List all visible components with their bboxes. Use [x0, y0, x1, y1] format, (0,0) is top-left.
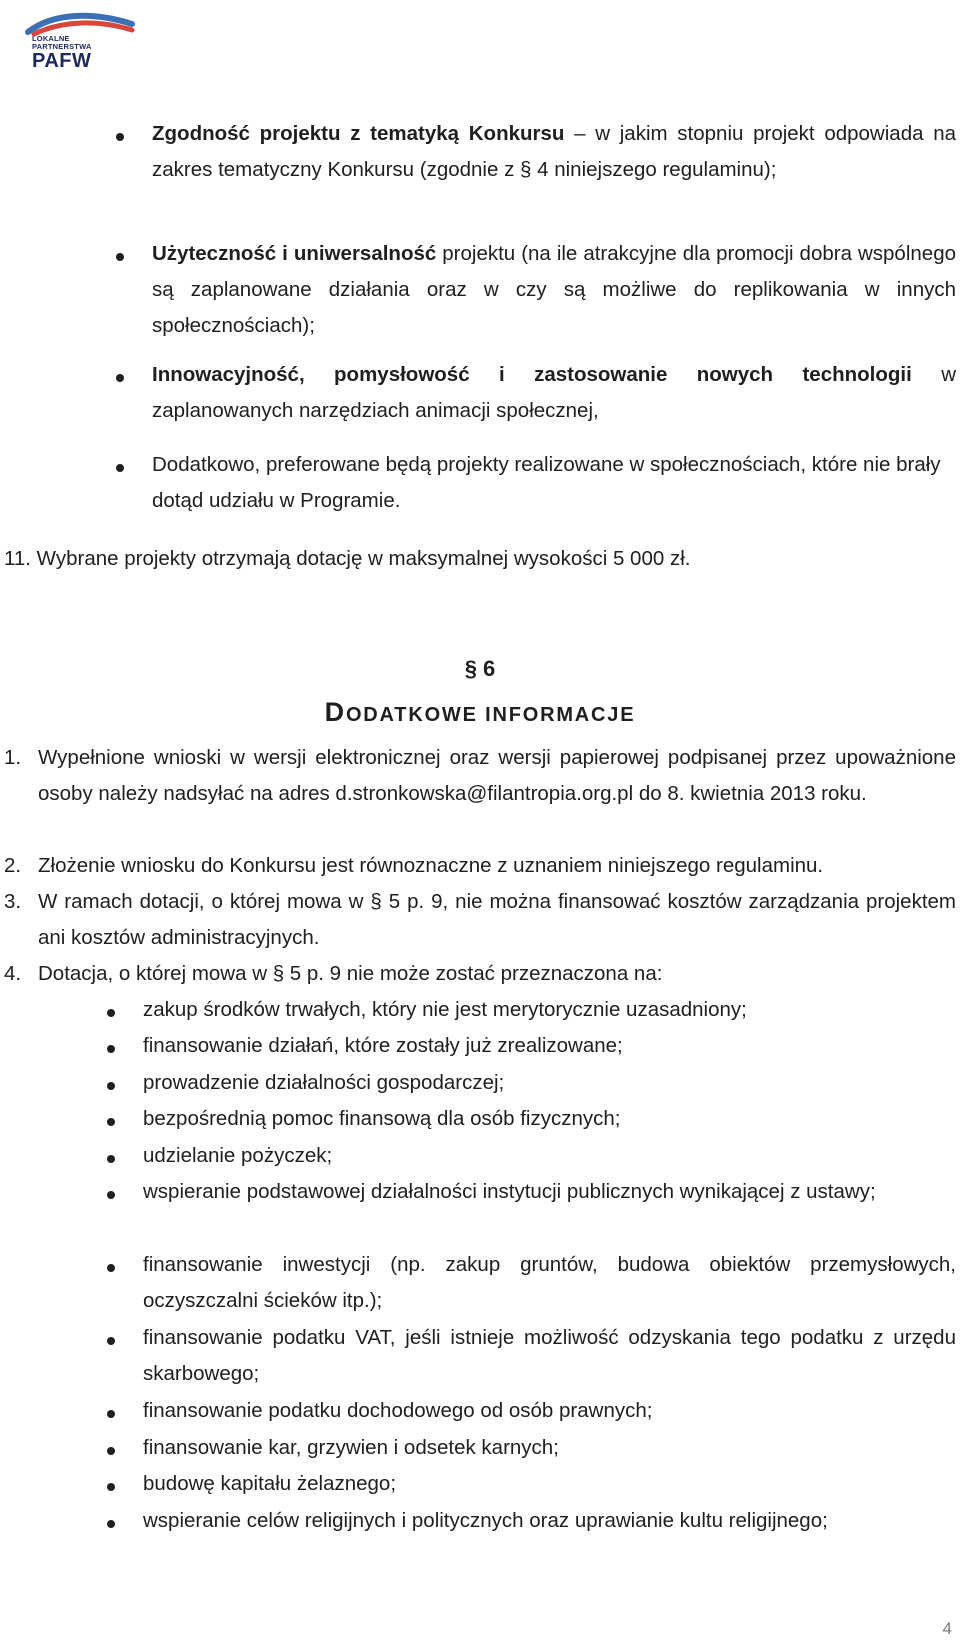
bullet-icon [107, 1520, 115, 1528]
numbered-item: W ramach dotacji, o której mowa w § 5 p. 9, nie można finansować kosztów zarządzania projektem ani kosztów administracyjnych. [38, 890, 956, 949]
criterion-bold: Innowacyjność, pomysłowość i zastosowanie nowych technologii [152, 363, 912, 386]
exclusion-item: prowadzenie działalności gospodarczej; [143, 1071, 505, 1094]
section-title-rest: ODATKOWE INFORMACJE [345, 704, 636, 726]
criterion-item [152, 447, 956, 519]
item-number: 2. [4, 854, 22, 877]
criterion-text: – w jakim stopniu projekt odpowiada na zakres tematyczny Konkursu (zgodnie z § 4 niniejszego regulaminu); [152, 122, 957, 181]
bullet-icon [116, 133, 124, 141]
bullet-icon [107, 1082, 115, 1090]
exclusion-item: zakup środków trwałych, który nie jest merytorycznie uzasadniony; [143, 998, 747, 1021]
section-title-initial: D [324, 697, 346, 727]
section-number: § 6 [464, 656, 496, 681]
exclusion-item: bezpośrednią pomoc finansową dla osób fizycznych; [143, 1107, 621, 1130]
criterion-item [152, 236, 956, 344]
point-11: 11. Wybrane projekty otrzymają dotację w maksymalnej wysokości 5 000 zł. [4, 547, 691, 570]
item-number: 3. [4, 890, 22, 913]
bullet-icon [116, 464, 124, 472]
exclusion-item: budowę kapitału żelaznego; [143, 1472, 397, 1495]
exclusion-item: finansowanie działań, które zostały już zrealizowane; [143, 1034, 623, 1057]
exclusion-item: wspieranie celów religijnych i politycznych oraz uprawianie kultu religijnego; [143, 1509, 828, 1532]
pafw-logo [24, 10, 136, 72]
criterion-item [152, 116, 956, 188]
numbered-item: Złożenie wniosku do Konkursu jest równoznaczne z uznaniem niniejszego regulaminu. [38, 854, 824, 877]
bullet-icon [107, 1337, 115, 1345]
criterion-text: w zaplanowanych narzędziach animacji społecznej, [152, 363, 956, 422]
bullet-icon [116, 253, 124, 261]
numbered-item: Dotacja, o której mowa w § 5 p. 9 nie może zostać przeznaczona na: [38, 962, 663, 985]
bullet-icon [107, 1264, 115, 1272]
bullet-icon [107, 1009, 115, 1017]
bullet-icon [107, 1447, 115, 1455]
item-number: 1. [4, 746, 22, 769]
exclusion-item: finansowanie podatku VAT, jeśli istnieje możliwość odzyskania tego podatku z urzędu skarbowego; [143, 1326, 956, 1385]
numbered-item: Wypełnione wnioski w wersji elektronicznej oraz wersji papierowej podpisanej przez upoważnione osoby należy nadsyłać na adres d.stronkowska@filantropia.org.pl do 8. kwietnia 2013 roku. [38, 746, 956, 805]
criterion-bold: Zgodność projektu z tematyką Konkursu [152, 122, 565, 145]
exclusion-item: finansowanie podatku dochodowego od osób prawnych; [143, 1399, 653, 1422]
criterion-bold: Użyteczność i uniwersalność [152, 242, 437, 265]
criterion-item [152, 357, 956, 429]
bullet-icon [107, 1155, 115, 1163]
section-title [0, 695, 960, 732]
bullet-icon [116, 374, 124, 382]
exclusion-item: finansowanie kar, grzywien i odsetek karnych; [143, 1436, 559, 1459]
exclusion-item: wspieranie podstawowej działalności instytucji publicznych wynikającej z ustawy; [143, 1180, 876, 1203]
page-number: 4 [942, 1619, 952, 1638]
criterion-text: Dodatkowo, preferowane będą projekty realizowane w społecznościach, które nie brały dotąd udziału w Programie. [152, 453, 941, 512]
bullet-icon [107, 1410, 115, 1418]
logo-subtitle: LOKALNE PARTNERSTWA [32, 34, 92, 51]
bullet-icon [107, 1118, 115, 1126]
exclusion-item: finansowanie inwestycji (np. zakup gruntów, budowa obiektów przemysłowych, oczyszczalni ścieków itp.); [143, 1253, 956, 1312]
exclusion-item: udzielanie pożyczek; [143, 1144, 333, 1167]
bullet-icon [107, 1483, 115, 1491]
item-number: 4. [4, 962, 22, 985]
bullet-icon [107, 1045, 115, 1053]
logo-name: PAFW [32, 50, 92, 72]
bullet-icon [107, 1191, 115, 1199]
criterion-text: projektu (na ile atrakcyjne dla promocji dobra wspólnego są zaplanowane działania oraz w czy są możliwe do replikowania w innych społecznościach); [152, 242, 956, 337]
